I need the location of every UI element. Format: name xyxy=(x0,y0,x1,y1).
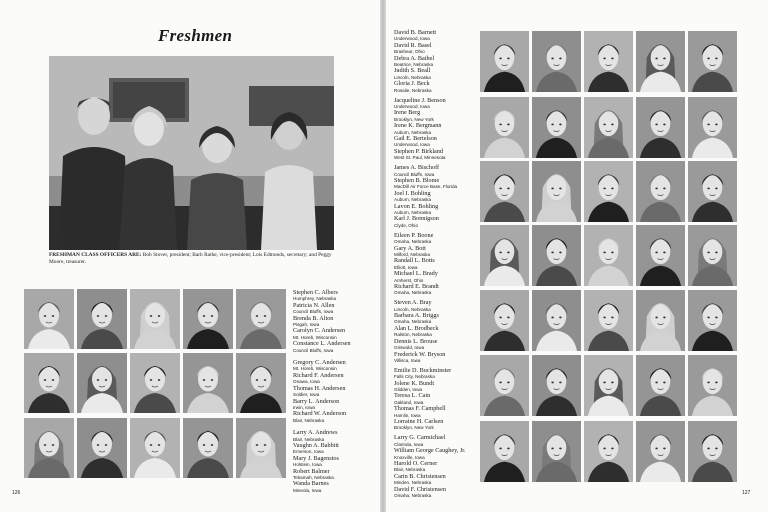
hometown: Elliott, Iowa xyxy=(394,264,418,270)
student-name: David R. Basel xyxy=(394,41,432,49)
student-portrait xyxy=(480,421,529,482)
name-entry xyxy=(394,81,476,94)
student-name: Vaughn A. Babbitt xyxy=(293,441,339,449)
student-name: Carin B. Christensen xyxy=(394,472,446,480)
name-entry xyxy=(394,284,476,297)
student-portrait xyxy=(532,421,581,482)
hometown: Mineola, Iowa xyxy=(293,487,322,493)
name-entry xyxy=(394,419,476,432)
student-portrait xyxy=(688,355,737,416)
student-portrait xyxy=(77,353,127,413)
caption-lead: FRESHMAN CLASS OFFICERS ARE: xyxy=(49,252,142,258)
student-portrait xyxy=(584,355,633,416)
student-portrait xyxy=(130,418,180,478)
student-name: Irene K. Bergmann xyxy=(394,122,442,130)
name-entry xyxy=(394,339,476,352)
hometown: Lincoln, Nebraska xyxy=(394,74,431,80)
student-portrait xyxy=(636,97,685,158)
student-portrait xyxy=(532,290,581,351)
name-entry xyxy=(394,326,476,339)
name-entry xyxy=(293,290,377,303)
name-entry xyxy=(293,411,377,424)
student-portrait xyxy=(24,418,74,478)
student-name: Judith S. Beall xyxy=(394,67,431,75)
student-name: Barbara A. Briggs xyxy=(394,312,439,320)
student-portrait xyxy=(584,31,633,92)
name-entry xyxy=(394,43,476,56)
student-portrait xyxy=(532,31,581,92)
name-entry xyxy=(394,216,476,229)
student-portrait xyxy=(688,31,737,92)
student-portrait xyxy=(636,355,685,416)
hometown: Hamlin, Iowa xyxy=(394,412,421,418)
name-entry xyxy=(394,368,476,381)
hometown: Glidden, Iowa xyxy=(394,387,423,393)
student-portrait xyxy=(636,225,685,286)
student-name: Richard E. Brandt xyxy=(394,282,439,290)
name-entry xyxy=(394,191,476,204)
student-name: Robert Balmer xyxy=(293,467,330,475)
page-number-right: 127 xyxy=(742,490,751,496)
student-name: Lavon E. Bohling xyxy=(394,202,439,210)
student-name: Brenda B. Alton xyxy=(293,314,334,322)
hometown: Blair, Nebraska xyxy=(394,467,426,473)
hometown: Council Bluffs, Iowa xyxy=(293,347,334,353)
student-name: James A. Bischoff xyxy=(394,164,440,172)
hometown: Brooklyn, New York xyxy=(394,425,434,431)
hometown: Underwood, Iowa xyxy=(394,103,430,109)
student-name: Irene Berg xyxy=(394,109,421,117)
student-portrait xyxy=(24,353,74,413)
name-entry xyxy=(394,461,476,474)
student-name: William George Caughey, Jr. xyxy=(394,447,466,455)
hometown: Griswold, Iowa xyxy=(394,345,425,351)
hometown: Humphrey, Nebraska xyxy=(293,296,337,302)
hometown: Beatrice, Nebraska xyxy=(394,62,434,68)
student-name: Karl J. Bonnigson xyxy=(394,215,439,223)
name-entry xyxy=(394,149,476,162)
student-name: Gloria J. Beck xyxy=(394,80,430,88)
student-name: Constance L. Andersen xyxy=(293,340,351,348)
hometown: Omaha, Nebraska xyxy=(394,239,432,245)
hometown: Lincoln, Nebraska xyxy=(394,306,431,312)
student-portrait xyxy=(688,97,737,158)
name-entry xyxy=(394,233,476,246)
student-name: Joel I. Bohling xyxy=(394,189,431,197)
hometown: Minden, Nebraska xyxy=(394,480,432,486)
student-portrait xyxy=(480,355,529,416)
hometown: Ralston, Nebraska xyxy=(394,332,432,338)
student-portrait xyxy=(183,418,233,478)
student-portrait xyxy=(584,421,633,482)
student-portrait xyxy=(532,355,581,416)
student-name: Teresa L. Cain xyxy=(394,392,431,400)
hometown: Auburn, Nebraska xyxy=(394,209,432,215)
hometown: Knoxville, Iowa xyxy=(394,454,425,460)
hometown: Blair, Nebraska xyxy=(293,436,325,442)
name-entry xyxy=(394,487,476,500)
student-portrait xyxy=(24,289,74,349)
hometown: Falls City, Nebraska xyxy=(394,374,435,380)
left-names-column xyxy=(293,290,377,494)
class-officers-photo xyxy=(49,56,334,250)
name-entry xyxy=(293,443,377,456)
hometown: Blair, Nebraska xyxy=(293,417,325,423)
student-name: Thomas H. Andersen xyxy=(293,384,346,392)
hometown: Omaha, Nebraska xyxy=(394,319,432,325)
student-name: Mary J. Bagenstos xyxy=(293,454,339,462)
hometown: Mt. Horeb, Wisconsin xyxy=(293,334,337,340)
name-entry xyxy=(293,373,377,386)
hometown: Milford, Nebraska xyxy=(394,251,430,257)
name-entry xyxy=(293,303,377,316)
name-entry xyxy=(394,474,476,487)
student-name: Gregory C. Andersen xyxy=(293,359,346,367)
hometown: Holstein, Iowa xyxy=(293,462,322,468)
student-portrait xyxy=(480,97,529,158)
student-portrait xyxy=(130,353,180,413)
student-portrait xyxy=(183,289,233,349)
hometown: Auburn, Nebraska xyxy=(394,197,432,203)
hometown: Brooklyn, New York xyxy=(394,116,434,122)
student-name: Wanda Barnes xyxy=(293,480,329,488)
student-portrait xyxy=(480,225,529,286)
hometown: Underwood, Iowa xyxy=(394,36,430,42)
student-name: Harold O. Cerner xyxy=(394,460,438,467)
student-name: Patricia N. Allen xyxy=(293,301,335,309)
student-name: Alan L. Brodbeck xyxy=(394,324,439,332)
hometown: Amherst, Ohio xyxy=(394,277,424,283)
hometown: Onawa, Iowa xyxy=(293,379,320,385)
student-name: Thomas F. Campbell xyxy=(394,405,446,413)
caption-text: Bob Stover, president; Barb Rathe, vice-president; Lois Edmonds, secretary; and Peggy Moore, treasurer. xyxy=(49,252,332,265)
hometown: West St. Paul, Minnesota xyxy=(394,155,446,161)
student-name: Jacqueline J. Benson xyxy=(394,96,446,104)
student-portrait xyxy=(532,225,581,286)
section-title: Freshmen xyxy=(158,26,233,45)
right-names-column xyxy=(394,30,476,499)
hometown: Underwood, Iowa xyxy=(394,142,430,148)
photo-caption xyxy=(49,252,339,266)
student-portrait xyxy=(688,225,737,286)
student-portrait xyxy=(688,161,737,222)
student-name: Gary A. Bott xyxy=(394,244,426,252)
student-portrait xyxy=(130,289,180,349)
hometown: Oakland, Iowa xyxy=(394,399,424,405)
student-portrait xyxy=(532,97,581,158)
name-entry xyxy=(293,481,377,494)
student-name: Stephen B. Blome xyxy=(394,176,440,184)
student-name: Barry L. Anderson xyxy=(293,397,340,405)
student-portrait xyxy=(236,418,286,478)
hometown: Emerson, Iowa xyxy=(293,449,324,455)
hometown: Council Bluffs, Iowa xyxy=(394,171,435,177)
hometown: Mt. Horeb, Wisconsin xyxy=(293,366,337,372)
hometown: Irwin, Iowa xyxy=(293,404,315,410)
student-name: Stephen P. Birkland xyxy=(394,147,443,155)
name-entry xyxy=(394,313,476,326)
student-name: Carolyn C. Andersen xyxy=(293,327,346,335)
student-name: Debra A. Bathel xyxy=(394,54,435,62)
student-portrait xyxy=(532,161,581,222)
student-portrait xyxy=(636,31,685,92)
student-name: Richard W. Anderson xyxy=(293,410,347,418)
student-name: Gail E. Bertelson xyxy=(394,135,437,142)
hometown: Tekamah, Nebraska xyxy=(293,474,334,480)
hometown: Villisca, Iowa xyxy=(394,357,421,363)
name-entry xyxy=(394,352,476,365)
student-portrait xyxy=(183,353,233,413)
student-portrait xyxy=(584,97,633,158)
hometown: MacDill Air Force Base, Florida xyxy=(394,184,458,190)
student-name: Frederick W. Bryson xyxy=(394,350,446,358)
student-name: Randall L. Botts xyxy=(394,257,435,265)
name-entry xyxy=(293,386,377,399)
student-portrait xyxy=(636,421,685,482)
student-portrait xyxy=(480,161,529,222)
page-number-left: 126 xyxy=(12,490,21,496)
hometown: Council Bluffs, Iowa xyxy=(293,309,334,315)
student-name: Stephen C. Albers xyxy=(293,289,338,296)
student-name: David B. Barnett xyxy=(394,29,437,36)
student-name: David F. Christensen xyxy=(394,485,446,493)
name-entry xyxy=(394,136,476,149)
name-entry xyxy=(293,341,377,354)
hometown: Brashear, Ohio xyxy=(394,49,425,55)
student-portrait xyxy=(584,225,633,286)
student-portrait xyxy=(480,31,529,92)
name-entry xyxy=(293,456,377,469)
hometown: Clarinda, Iowa xyxy=(394,441,424,447)
hometown: Auburn, Nebraska xyxy=(394,129,432,135)
student-name: Larry A. Andrews xyxy=(293,429,338,437)
hometown: Omaha, Nebraska xyxy=(394,493,432,499)
student-name: Steven A. Bray xyxy=(394,299,432,307)
student-portrait xyxy=(236,353,286,413)
student-portrait xyxy=(688,421,737,482)
student-portrait xyxy=(688,290,737,351)
hometown: Soldier, Iowa xyxy=(293,392,320,398)
student-name: Eileen P. Boone xyxy=(394,231,434,239)
hometown: Omaha, Nebraska xyxy=(394,290,432,296)
student-portrait xyxy=(77,418,127,478)
student-name: Jolene K. Bundt xyxy=(394,379,435,387)
student-name: Emilie D. Buckminster xyxy=(394,366,452,374)
student-name: Richard F. Andersen xyxy=(293,371,344,379)
name-entry xyxy=(394,30,476,43)
student-portrait xyxy=(77,289,127,349)
student-portrait xyxy=(236,289,286,349)
student-name: Lorraine H. Carlsen xyxy=(394,418,444,426)
hometown: Clyde, Ohio xyxy=(394,222,419,228)
student-name: Larry G. Carmichael xyxy=(394,434,446,442)
student-portrait xyxy=(480,290,529,351)
hometown: Rosalie, Nebraska xyxy=(394,87,432,93)
name-entry xyxy=(394,178,476,191)
student-portrait xyxy=(584,161,633,222)
hometown: Pisgah, Iowa xyxy=(293,322,320,328)
student-portrait xyxy=(584,290,633,351)
student-name: Dennis L. Brouse xyxy=(394,337,438,345)
name-entry xyxy=(293,360,377,373)
student-portrait xyxy=(636,161,685,222)
student-name: Michael L. Brady xyxy=(394,270,438,278)
student-portrait xyxy=(636,290,685,351)
